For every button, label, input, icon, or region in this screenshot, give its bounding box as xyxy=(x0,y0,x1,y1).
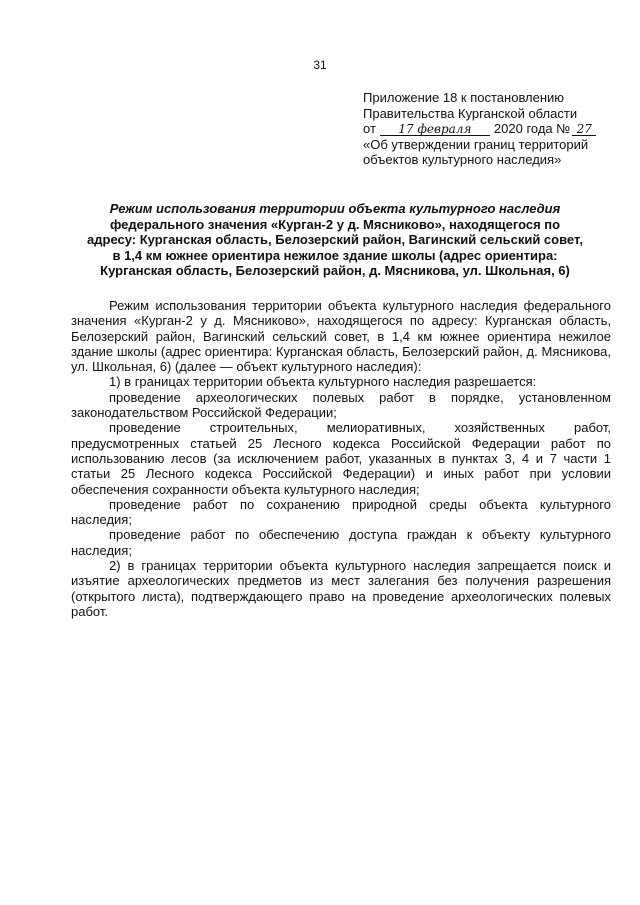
handwritten-number: 27 xyxy=(572,123,596,136)
handwritten-date: 17 февраля xyxy=(380,123,490,136)
paragraph-archaeological-works: проведение археологических полевых работ в порядке, установленном законодательством Российской Федерации; xyxy=(71,389,611,421)
appendix-line: Приложение 18 к постановлению xyxy=(363,90,565,105)
appendix-date-line xyxy=(363,121,623,137)
paragraph-permitted-heading: 1) в границах территории объекта культурного наследия разрешается: xyxy=(109,374,537,390)
paragraph-intro: Режим использования территории объекта культурного наследия федерального значения «Курган-2 у д. Мясниково», находящегося по адресу: Курганская область, Белозерский район, Вагинский сельский совет, в 1,4 км южнее ориентира нежилое здание школы (адрес ориентира: Курганская область, Белозерский район, д. Мясникова, ул. Школьная, 6) (далее — объект культурного наследия): xyxy=(71,298,611,375)
appendix-header xyxy=(363,90,623,168)
page-number: 31 xyxy=(313,58,327,72)
document-title xyxy=(60,201,610,279)
paragraph-environment-works: проведение работ по сохранению природной среды объекта культурного наследия; xyxy=(71,496,611,528)
title-line: адресу: Курганская область, Белозерский район, Вагинский сельский совет, xyxy=(87,232,583,247)
appendix-line: «Об утверждении границ территорий xyxy=(363,136,589,152)
paragraph-access-works: проведение работ по обеспечению доступа граждан к объекту культурного наследия; xyxy=(71,527,611,558)
document-body xyxy=(71,298,611,619)
date-prefix: от xyxy=(363,121,376,136)
title-line: в 1,4 км южнее ориентира нежилое здание школы (адрес ориентира: xyxy=(112,247,558,263)
title-line: Курганская область, Белозерский район, д. Мясникова, ул. Школьная, 6) xyxy=(100,263,570,278)
paragraph-prohibited: 2) в границах территории объекта культурного наследия запрещается поиск и изъятие археологических предметов из мест залегания без получения разрешения (открытого листа), подтверждающего право на проведение археологических полевых работ. xyxy=(71,558,611,619)
year-text: 2020 года № xyxy=(493,121,571,136)
title-line: Режим использования территории объекта культурного наследия xyxy=(109,201,561,216)
appendix-line: Правительства Курганской области xyxy=(363,105,578,121)
appendix-line: объектов культурного наследия» xyxy=(363,152,562,167)
title-line: федерального значения «Курган-2 у д. Мясниково», находящегося по xyxy=(109,216,561,232)
paragraph-construction-works: проведение строительных, мелиоративных, хозяйственных работ, предусмотренных статьей 25 Лесного кодекса Российской Федерации работ по использованию лесов (за исключением работ, указанных в пунктах 3, 4 и 7 части 1 статьи 25 Лесного кодекса Российской Федерации) и иных работ при условии обеспечения сохранности объекта культурного наследия; xyxy=(71,420,611,497)
